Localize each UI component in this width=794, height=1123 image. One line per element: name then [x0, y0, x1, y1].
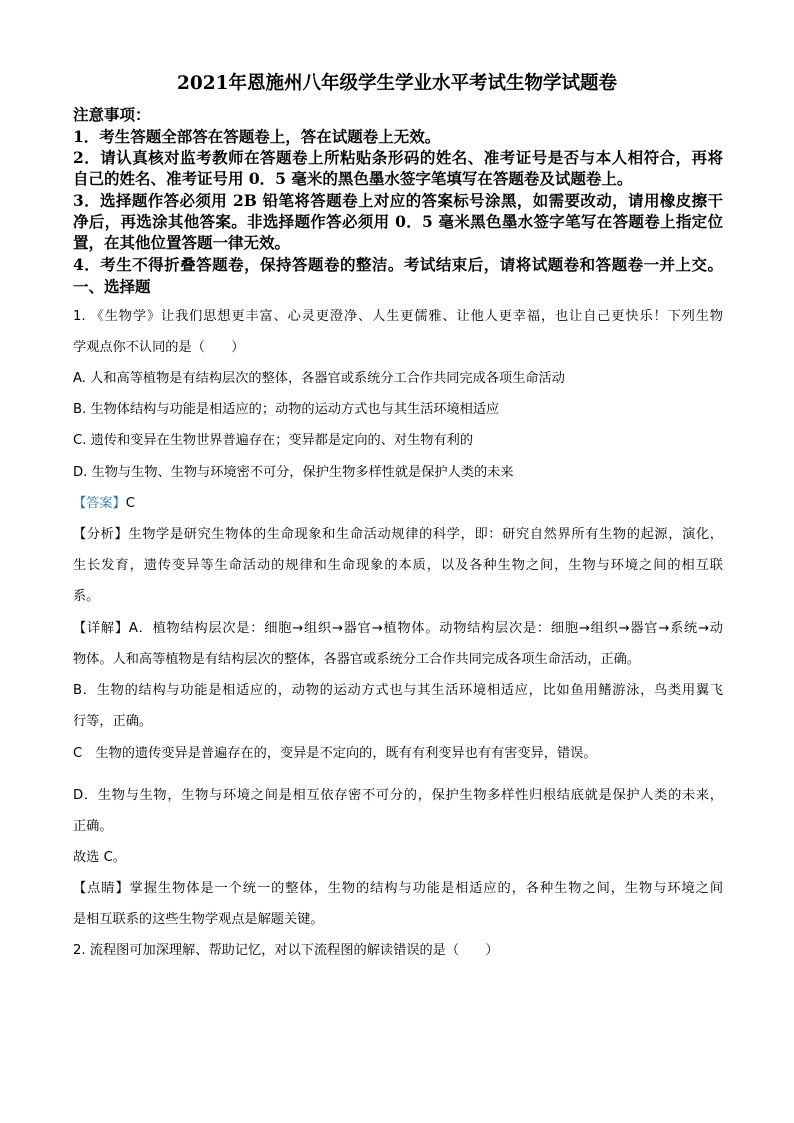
detail-line — [73, 619, 723, 639]
notice-line: 1．考生答题全部答在答题卷上，答在试题卷上无效。 — [73, 127, 441, 146]
option-c: C. 遗传和变异在生物世界普遍存在；变异都是定向的、对生物有利的 — [73, 433, 474, 448]
comment-line: 是相互联系的这些生物学观点是解题关键。 — [73, 912, 324, 927]
answer-tag: 【答案】 — [73, 496, 126, 511]
detail-line: D．生物与生物，生物与环境之间是相互依存密不可分的，保护生物多样性归根结底就是保护人类的未来， — [73, 788, 723, 803]
conclusion-line: 故选 C。 — [73, 850, 126, 865]
detail-line: 正确。 — [73, 819, 113, 834]
analysis-line: 生长发育，遗传变异等生命活动的规律和生命现象的本质，以及各种生物之间，生物与环境之间的相互联 — [73, 558, 723, 573]
detail-tag: 【详解】 — [73, 621, 129, 636]
notice-line: 4．考生不得折叠答题卷，保持答题卷的整洁。考试结束后，请将试题卷和答题卷一并上交。 — [73, 255, 723, 274]
page-title: 2021年恩施州八年级学生学业水平考试生物学试题卷 — [177, 73, 617, 94]
answer-line — [73, 494, 135, 514]
detail-line: 行等，正确。 — [73, 714, 153, 729]
detail-line: 物体。人和高等植物是有结构层次的整体，各器官或系统分工合作共同完成各项生命活动，正确。 — [73, 652, 641, 667]
notice-line: 置，在其他位置答题一律无效。 — [73, 233, 291, 252]
notice-heading: 注意事项： — [73, 105, 151, 124]
notice-line: 净后，再选涂其他答案。非选择题作答必须用 0．5 毫米黑色墨水签字笔写在答题卷上指定位 — [73, 212, 723, 231]
detail-text: A．植物结构层次是：细胞→组织→器官→植物体。动物结构层次是：细胞→组织→器官→系统→动 — [128, 621, 723, 636]
comment-tag: 【点睛】 — [73, 881, 130, 896]
question-stem: 2. 流程图可加深理解、帮助记忆，对以下流程图的解读错误的是（ ） — [73, 943, 499, 958]
comment-line — [73, 879, 723, 899]
detail-line: C 生物的遗传变异是普遍存在的，变异是不定向的，既有有利变异也有有害变异，错误。 — [73, 746, 597, 761]
notice-line: 自己的姓名、准考证号用 0．5 毫米的黑色墨水签字笔填写在答题卷及试题卷上。 — [73, 169, 633, 188]
option-b: B. 生物体结构与功能是相适应的；动物的运动方式也与其生活环境相适应 — [73, 402, 500, 417]
analysis-line — [73, 525, 723, 545]
question-stem: 1. 《生物学》让我们思想更丰富、心灵更澄净、人生更儒雅、让他人更幸福，也让自己更快乐！下列生物 — [73, 309, 723, 324]
notice-line: 2．请认真核对监考教师在答题卷上所粘贴条形码的姓名、准考证号是否与本人相符合，再将 — [73, 148, 723, 167]
analysis-line: 系。 — [73, 589, 100, 604]
section-heading: 一、选择题 — [73, 277, 151, 296]
answer-value: C — [125, 496, 135, 511]
option-d: D. 生物与生物、生物与环境密不可分，保护生物多样性就是保护人类的未来 — [73, 465, 514, 480]
detail-line: B．生物的结构与功能是相适应的，动物的运动方式也与其生活环境相适应，比如鱼用鳍游泳，鸟类用翼飞 — [73, 683, 723, 698]
analysis-tag: 【分析】 — [73, 527, 129, 542]
question-stem: 学观点你不认同的是（ ） — [73, 340, 245, 355]
analysis-text: 生物学是研究生物体的生命现象和生命活动规律的科学，即：研究自然界所有生物的起源，演化， — [128, 527, 723, 542]
notice-line: 3．选择题作答必须用 2B 铅笔将答题卷上对应的答案标号涂黑，如需要改动，请用橡皮擦干 — [73, 191, 723, 210]
option-a: A. 人和高等植物是有结构层次的整体，各器官或系统分工合作共同完成各项生命活动 — [73, 371, 565, 386]
comment-text: 掌握生物体是一个统一的整体，生物的结构与功能是相适应的，各种生物之间，生物与环境之间 — [129, 881, 723, 896]
